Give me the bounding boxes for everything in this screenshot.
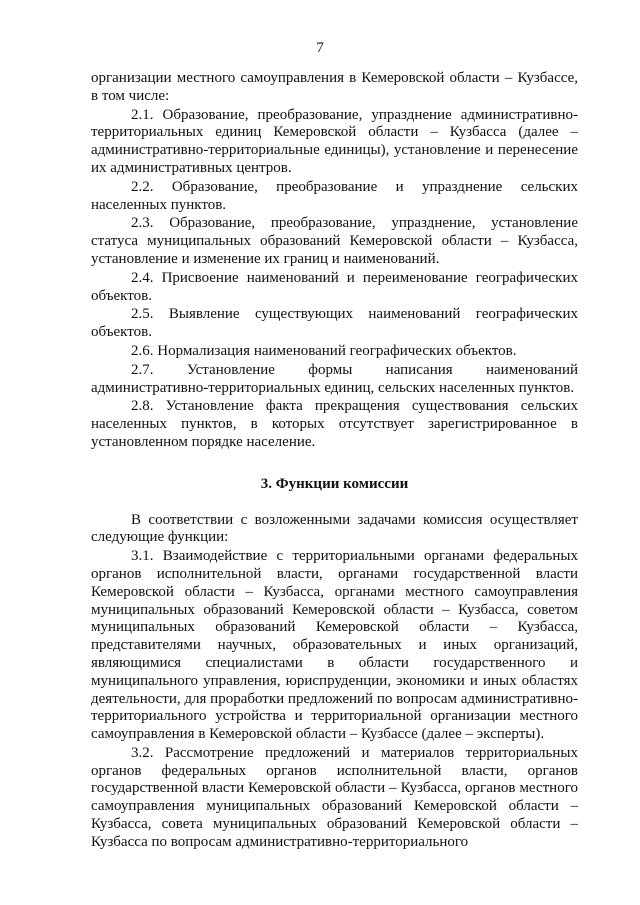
section-heading: 3. Функции комиссии (260, 475, 409, 492)
function-item-3-2: 3.2. Рассмотрение предложений и материалов территориальных органов федеральных органов исполнительной власти, органов государственной власти Кемеровской области – Кузбасса, органов местного самоуправления муниципальных образований Кемеровской области – Кузбасса, совета муниципальных образований Кемеровской области – Кузбасса по вопросам административно-территориального (91, 744, 578, 850)
function-item-3-1: 3.1. Взаимодействие с территориальными органами федеральных органов исполнительной власти, органами государственной власти Кемеровской области – Кузбасса, органами местного самоуправления муниципальных образований Кемеровской области – Кузбасса, советом муниципальных образований Кемеровской области – Кузбасса, представителями научных, образовательных и иных организаций, являющимися специалистами в области государственного и муниципального управления, юриспруденции, экономики и иных областях деятельности, для проработки предложений по вопросам административно-территориального устройства и территориальной организации местного самоуправления в Кемеровской области – Кузбассе (далее – эксперты). (91, 548, 578, 743)
task-item-2-2: 2.2. Образование, преобразование и упразднение сельских населенных пунктов. (91, 178, 578, 213)
task-item-2-1: 2.1. Образование, преобразование, упразднение административно-территориальных единиц Кемеровской области – Кузбасса (далее – административно-территориальные единицы), установление и перенесение их административных центров. (91, 106, 578, 176)
page-number: 7 (316, 40, 324, 56)
task-item-2-3: 2.3. Образование, преобразование, упразднение, установление статуса муниципальных образований Кемеровской области – Кузбасса, установление и изменение их границ и наименований. (91, 215, 578, 267)
section-intro-paragraph: В соответствии с возложенными задачами комиссия осуществляет следующие функции: (91, 511, 578, 546)
task-item-2-5: 2.5. Выявление существующих наименований географических объектов. (91, 306, 578, 341)
task-item-2-6: 2.6. Нормализация наименований географических объектов. (131, 342, 517, 359)
task-item-2-7: 2.7. Установление формы написания наименований административно-территориальных единиц, сельских населенных пунктов. (91, 361, 578, 396)
task-item-2-8: 2.8. Установление факта прекращения существования сельских населенных пунктов, в которых отсутствует зарегистрированное в установленном порядке население. (91, 398, 578, 450)
task-item-2-4: 2.4. Присвоение наименований и переименование географических объектов. (91, 269, 578, 304)
intro-paragraph: организации местного самоуправления в Кемеровской области – Кузбассе, в том числе: (91, 70, 578, 104)
document-body (91, 70, 578, 853)
